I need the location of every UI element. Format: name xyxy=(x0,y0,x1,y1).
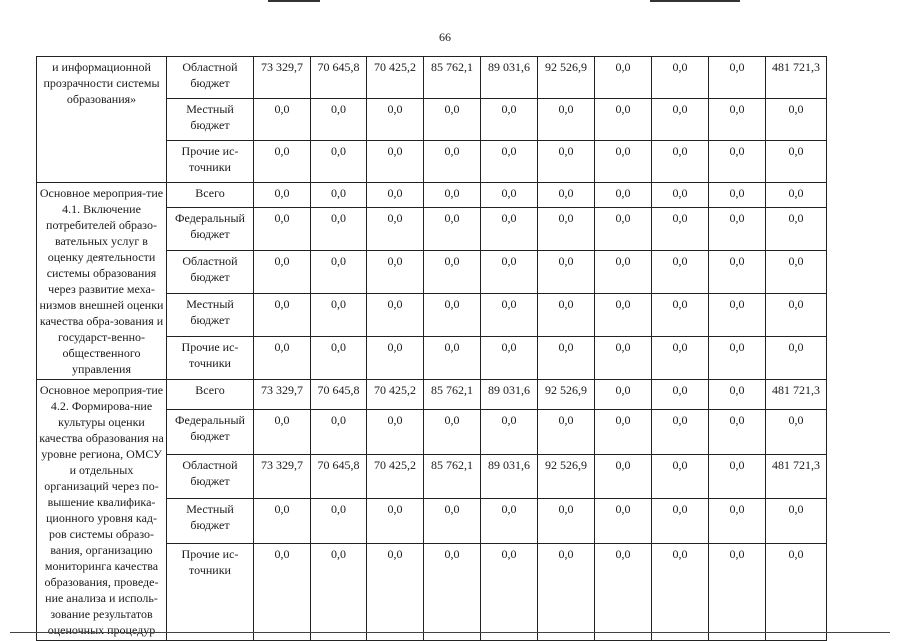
value-cell: 0,0 xyxy=(709,183,766,208)
value-cell: 0,0 xyxy=(481,293,538,336)
value-cell: 0,0 xyxy=(424,409,481,454)
value-cell: 0,0 xyxy=(595,250,652,293)
value-cell: 73 329,7 xyxy=(254,454,311,499)
value-cell: 0,0 xyxy=(481,183,538,208)
value-cell: 70 425,2 xyxy=(367,380,424,410)
value-cell: 0,0 xyxy=(254,207,311,250)
scan-artifact xyxy=(650,0,740,2)
funding-source-cell: Местный бюджет xyxy=(167,499,254,544)
value-cell: 0,0 xyxy=(709,141,766,183)
funding-source-cell: Прочие ис-точники xyxy=(167,141,254,183)
value-cell: 0,0 xyxy=(709,250,766,293)
value-cell: 73 329,7 xyxy=(254,380,311,410)
total-value-cell: 0,0 xyxy=(766,499,827,544)
value-cell: 0,0 xyxy=(595,499,652,544)
total-value-cell: 0,0 xyxy=(766,141,827,183)
value-cell: 70 645,8 xyxy=(311,454,367,499)
value-cell: 0,0 xyxy=(595,380,652,410)
scan-artifact xyxy=(268,0,320,2)
value-cell: 0,0 xyxy=(367,183,424,208)
value-cell: 0,0 xyxy=(595,409,652,454)
funding-source-cell: Прочие ис-точники xyxy=(167,544,254,641)
total-value-cell: 481 721,3 xyxy=(766,454,827,499)
value-cell: 0,0 xyxy=(709,409,766,454)
total-value-cell: 0,0 xyxy=(766,250,827,293)
value-cell: 0,0 xyxy=(311,141,367,183)
value-cell: 0,0 xyxy=(311,250,367,293)
value-cell: 0,0 xyxy=(652,544,709,641)
value-cell: 0,0 xyxy=(709,544,766,641)
page-number: 66 xyxy=(439,30,451,44)
value-cell: 89 031,6 xyxy=(481,454,538,499)
value-cell: 0,0 xyxy=(652,454,709,499)
total-value-cell: 0,0 xyxy=(766,293,827,336)
value-cell: 0,0 xyxy=(254,499,311,544)
bottom-rule xyxy=(10,632,890,633)
value-cell: 92 526,9 xyxy=(538,57,595,99)
total-value-cell: 0,0 xyxy=(766,207,827,250)
value-cell: 0,0 xyxy=(709,380,766,410)
value-cell: 0,0 xyxy=(595,293,652,336)
funding-source-cell: Областной бюджет xyxy=(167,250,254,293)
value-cell: 0,0 xyxy=(595,454,652,499)
funding-source-cell: Прочие ис-точники xyxy=(167,336,254,379)
value-cell: 70 425,2 xyxy=(367,454,424,499)
value-cell: 0,0 xyxy=(709,207,766,250)
value-cell: 0,0 xyxy=(538,336,595,379)
value-cell: 92 526,9 xyxy=(538,454,595,499)
funding-source-cell: Всего xyxy=(167,183,254,208)
value-cell: 0,0 xyxy=(652,99,709,141)
table-row xyxy=(37,183,827,208)
value-cell: 89 031,6 xyxy=(481,380,538,410)
value-cell: 0,0 xyxy=(652,207,709,250)
funding-source-cell: Местный бюджет xyxy=(167,293,254,336)
total-value-cell: 0,0 xyxy=(766,409,827,454)
funding-source-cell: Федеральный бюджет xyxy=(167,409,254,454)
value-cell: 0,0 xyxy=(311,207,367,250)
value-cell: 0,0 xyxy=(367,207,424,250)
total-value-cell: 0,0 xyxy=(766,99,827,141)
value-cell: 0,0 xyxy=(254,183,311,208)
value-cell: 0,0 xyxy=(652,409,709,454)
activity-cell: и информационной прозрачности системы образования» xyxy=(37,57,167,183)
value-cell: 0,0 xyxy=(652,380,709,410)
value-cell: 0,0 xyxy=(481,336,538,379)
value-cell: 0,0 xyxy=(367,336,424,379)
value-cell: 0,0 xyxy=(424,141,481,183)
value-cell: 0,0 xyxy=(538,250,595,293)
value-cell: 70 425,2 xyxy=(367,57,424,99)
value-cell: 0,0 xyxy=(652,293,709,336)
value-cell: 0,0 xyxy=(311,183,367,208)
value-cell: 0,0 xyxy=(595,183,652,208)
value-cell: 0,0 xyxy=(311,336,367,379)
activity-cell: Основное мероприя-тие 4.2. Формирова-ние культуры оценки качества образования на уровне региона, ОМСУ и отдельных организаций через по-вышение квалифика-ционного уровня кад-ров системы образо-вания, организацию мониторинга качества образования, проведе-ние анализа и исполь-зование результатов оценочных процедур xyxy=(37,380,167,641)
value-cell: 0,0 xyxy=(595,57,652,99)
value-cell: 70 645,8 xyxy=(311,57,367,99)
value-cell: 0,0 xyxy=(652,57,709,99)
value-cell: 0,0 xyxy=(254,409,311,454)
total-value-cell: 0,0 xyxy=(766,336,827,379)
value-cell: 0,0 xyxy=(538,544,595,641)
value-cell: 0,0 xyxy=(481,207,538,250)
value-cell: 0,0 xyxy=(311,99,367,141)
value-cell: 0,0 xyxy=(481,250,538,293)
value-cell: 0,0 xyxy=(481,141,538,183)
value-cell: 0,0 xyxy=(709,99,766,141)
value-cell: 0,0 xyxy=(311,409,367,454)
value-cell: 0,0 xyxy=(367,409,424,454)
value-cell: 0,0 xyxy=(595,336,652,379)
value-cell: 0,0 xyxy=(367,250,424,293)
value-cell: 0,0 xyxy=(538,183,595,208)
value-cell: 0,0 xyxy=(595,207,652,250)
value-cell: 0,0 xyxy=(367,293,424,336)
value-cell: 0,0 xyxy=(254,336,311,379)
value-cell: 0,0 xyxy=(424,499,481,544)
value-cell: 0,0 xyxy=(254,250,311,293)
value-cell: 0,0 xyxy=(709,57,766,99)
value-cell: 85 762,1 xyxy=(424,380,481,410)
value-cell: 85 762,1 xyxy=(424,57,481,99)
table-row xyxy=(37,57,827,99)
value-cell: 85 762,1 xyxy=(424,454,481,499)
value-cell: 0,0 xyxy=(311,293,367,336)
value-cell: 0,0 xyxy=(424,99,481,141)
value-cell: 0,0 xyxy=(595,99,652,141)
value-cell: 0,0 xyxy=(254,141,311,183)
value-cell: 0,0 xyxy=(481,544,538,641)
value-cell: 0,0 xyxy=(424,183,481,208)
value-cell: 0,0 xyxy=(652,336,709,379)
value-cell: 0,0 xyxy=(424,250,481,293)
value-cell: 0,0 xyxy=(652,183,709,208)
value-cell: 0,0 xyxy=(709,293,766,336)
table-body xyxy=(37,57,827,641)
value-cell: 0,0 xyxy=(424,293,481,336)
value-cell: 0,0 xyxy=(311,544,367,641)
value-cell: 0,0 xyxy=(311,499,367,544)
value-cell: 0,0 xyxy=(367,544,424,641)
value-cell: 0,0 xyxy=(709,499,766,544)
value-cell: 73 329,7 xyxy=(254,57,311,99)
total-value-cell: 0,0 xyxy=(766,183,827,208)
value-cell: 0,0 xyxy=(538,499,595,544)
value-cell: 0,0 xyxy=(538,293,595,336)
value-cell: 0,0 xyxy=(481,499,538,544)
total-value-cell: 481 721,3 xyxy=(766,57,827,99)
value-cell: 0,0 xyxy=(538,207,595,250)
value-cell: 0,0 xyxy=(652,499,709,544)
value-cell: 0,0 xyxy=(595,544,652,641)
value-cell: 0,0 xyxy=(709,454,766,499)
total-value-cell: 481 721,3 xyxy=(766,380,827,410)
value-cell: 0,0 xyxy=(481,409,538,454)
value-cell: 0,0 xyxy=(652,141,709,183)
value-cell: 70 645,8 xyxy=(311,380,367,410)
value-cell: 0,0 xyxy=(254,293,311,336)
funding-source-cell: Федеральный бюджет xyxy=(167,207,254,250)
value-cell: 0,0 xyxy=(254,544,311,641)
activity-cell: Основное мероприя-тие 4.1. Включение потребителей образо-вательных услуг в оценку деятельности системы образования через развитие меха-низмов внешней оценки качества обра-зования и государст-венно-общественного управления xyxy=(37,183,167,380)
value-cell: 0,0 xyxy=(481,99,538,141)
value-cell: 0,0 xyxy=(367,499,424,544)
value-cell: 89 031,6 xyxy=(481,57,538,99)
value-cell: 0,0 xyxy=(254,99,311,141)
value-cell: 0,0 xyxy=(424,207,481,250)
total-value-cell: 0,0 xyxy=(766,544,827,641)
value-cell: 0,0 xyxy=(538,141,595,183)
value-cell: 0,0 xyxy=(595,141,652,183)
value-cell: 0,0 xyxy=(367,99,424,141)
value-cell: 0,0 xyxy=(652,250,709,293)
value-cell: 0,0 xyxy=(424,336,481,379)
funding-source-cell: Областной бюджет xyxy=(167,454,254,499)
table-row xyxy=(37,380,827,410)
funding-source-cell: Местный бюджет xyxy=(167,99,254,141)
value-cell: 92 526,9 xyxy=(538,380,595,410)
funding-source-cell: Всего xyxy=(167,380,254,410)
budget-table xyxy=(36,56,827,641)
value-cell: 0,0 xyxy=(538,99,595,141)
value-cell: 0,0 xyxy=(538,409,595,454)
funding-source-cell: Областной бюджет xyxy=(167,57,254,99)
value-cell: 0,0 xyxy=(709,336,766,379)
value-cell: 0,0 xyxy=(424,544,481,641)
value-cell: 0,0 xyxy=(367,141,424,183)
